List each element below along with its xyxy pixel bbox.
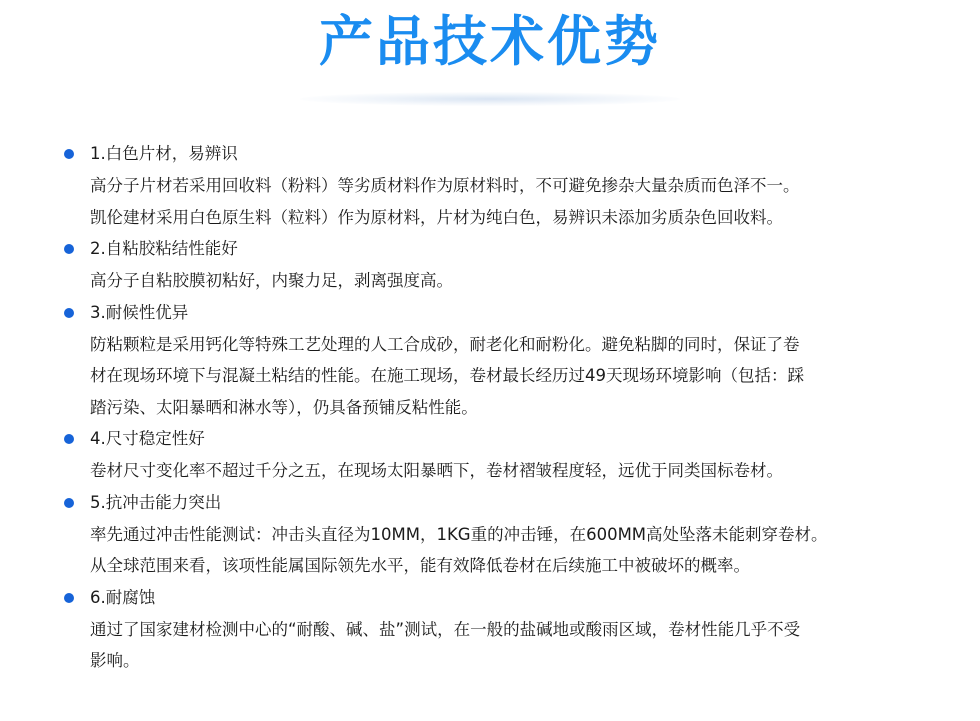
page-title: 产品技术优势	[319, 10, 661, 73]
advantage-item-5	[0, 487, 980, 582]
description-line: 高分子片材若采用回收料（粉料）等劣质材料作为原材料时，不可避免掺杂大量杂质而色泽不一。	[90, 176, 800, 195]
advantage-description	[0, 614, 910, 677]
bullet-icon	[64, 244, 74, 254]
bullet-icon	[64, 308, 74, 318]
description-line: 从全球范围来看，该项性能属国际领先水平，能有效降低卷材在后续施工中被破坏的概率。	[90, 556, 750, 575]
advantage-description	[0, 519, 910, 582]
advantage-heading-text: 4.尺寸稳定性好	[90, 429, 205, 448]
advantage-item-4	[0, 423, 980, 487]
advantage-item-1	[0, 138, 980, 233]
advantage-description	[0, 265, 910, 297]
advantage-description	[0, 329, 910, 424]
advantage-heading	[0, 582, 980, 614]
advantage-item-6	[0, 582, 980, 677]
advantage-heading-text: 1.白色片材，易辨识	[90, 144, 238, 163]
description-line: 踏污染、太阳暴晒和淋水等），仍具备预铺反粘性能。	[90, 397, 478, 417]
description-line: 凯伦建材采用白色原生料（粒料）作为原材料，片材为纯白色，易辨识未添加劣质杂色回收料。	[90, 207, 783, 227]
advantage-item-3	[0, 297, 980, 424]
advantage-heading-text: 6.耐腐蚀	[90, 587, 156, 607]
description-line: 防粘颗粒是采用钙化等特殊工艺处理的人工合成砂，耐老化和耐粉化。避免粘脚的同时，保证了卷	[90, 334, 800, 354]
title-shadow	[300, 92, 680, 106]
description-line: 率先通过冲击性能测试：冲击头直径为10MM，1KG重的冲击锤，在600MM高处坠落未能刺穿卷材。	[90, 524, 828, 544]
advantage-item-2	[0, 233, 980, 297]
bullet-icon	[64, 498, 74, 508]
description-line: 通过了国家建材检测中心的“耐酸、碱、盐”测试，在一般的盐碱地或酸雨区域，卷材性能几乎不受	[90, 619, 801, 639]
bullet-icon	[64, 593, 74, 603]
description-line: 材在现场环境下与混凝土粘结的性能。在施工现场，卷材最长经历过49天现场环境影响（包括：踩	[90, 366, 804, 385]
bullet-icon	[64, 434, 74, 444]
advantage-heading	[0, 138, 980, 170]
advantage-heading	[0, 423, 980, 455]
advantage-description	[0, 455, 910, 487]
description-line: 卷材尺寸变化率不超过千分之五，在现场太阳暴晒下，卷材褶皱程度轻，远优于同类国标卷材。	[90, 461, 783, 480]
advantage-description	[0, 170, 910, 233]
advantage-heading	[0, 297, 980, 329]
advantage-heading-text: 3.耐候性优异	[90, 302, 189, 322]
description-line: 高分子自粘胶膜初粘好，内聚力足，剥离强度高。	[90, 271, 453, 290]
advantage-heading	[0, 233, 980, 265]
description-line: 影响。	[90, 651, 140, 670]
advantage-heading	[0, 487, 980, 519]
bullet-icon	[64, 149, 74, 159]
advantage-heading-text: 5.抗冲击能力突出	[90, 492, 222, 512]
advantages-list	[0, 138, 980, 677]
advantage-heading-text: 2.自粘胶粘结性能好	[90, 239, 238, 258]
